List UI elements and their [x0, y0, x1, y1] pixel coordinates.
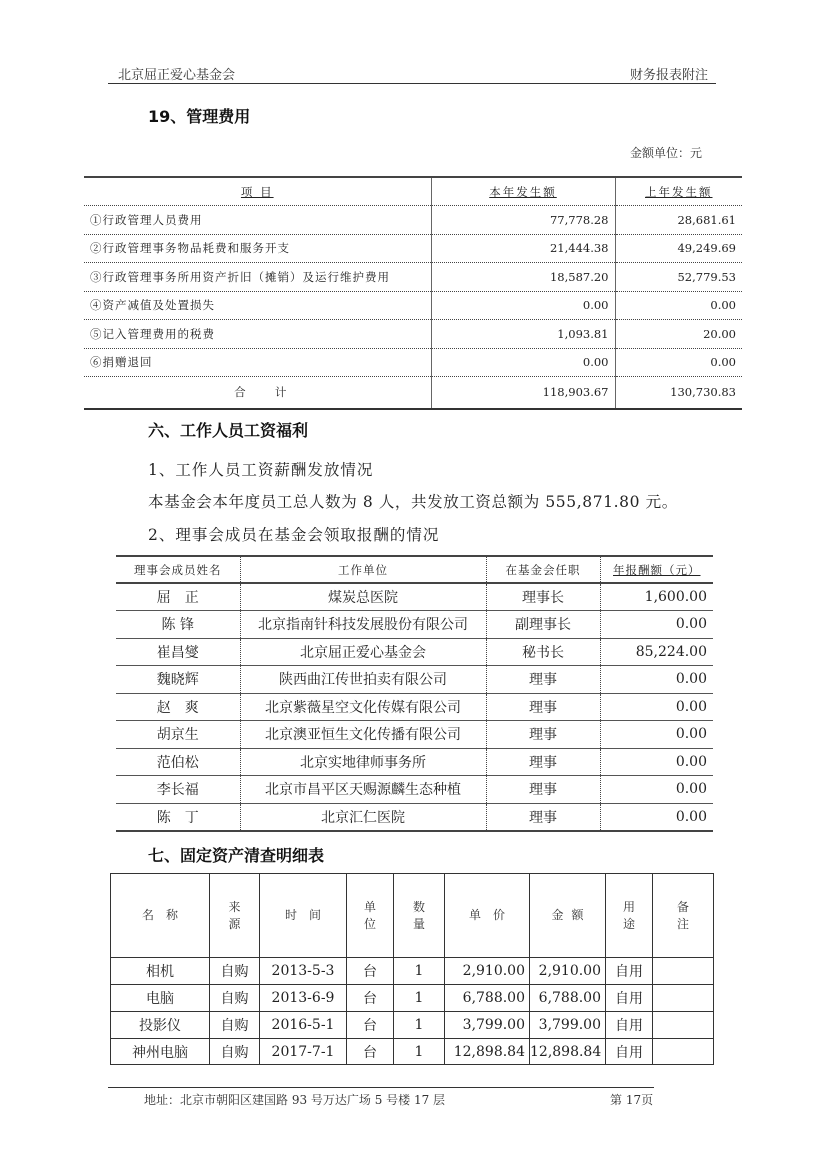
member-employer: 北京市昌平区天赐源麟生态种植 [240, 776, 486, 804]
col-header-source: 来源 [210, 874, 260, 958]
table-row [111, 985, 714, 1012]
asset-remark [653, 1012, 714, 1039]
asset-remark [653, 1039, 714, 1065]
prior-year-amount: 28,681.61 [615, 206, 742, 235]
total-row [84, 377, 742, 409]
member-position: 副理事长 [486, 611, 600, 639]
member-annual-pay: 0.00 [600, 611, 713, 639]
col-header-name: 名称 [111, 874, 210, 958]
board-compensation-table [116, 555, 713, 832]
prior-year-amount: 49,249.69 [615, 234, 742, 263]
member-employer: 北京汇仁医院 [240, 803, 486, 831]
member-position: 理事 [486, 776, 600, 804]
member-annual-pay: 0.00 [600, 721, 713, 749]
member-name: 陈 锋 [116, 611, 240, 639]
col-header-amount: 金额 [530, 874, 606, 958]
subsection-1-title: 1、工作人员工资薪酬发放情况 [148, 461, 374, 479]
asset-source: 自购 [210, 958, 260, 985]
amount-unit-label: 金额单位：元 [630, 146, 703, 160]
asset-unit: 台 [347, 958, 394, 985]
header-org-name: 北京屈正爱心基金会 [118, 68, 236, 83]
asset-name: 电脑 [111, 985, 210, 1012]
member-name: 赵 爽 [116, 693, 240, 721]
col-header-quantity: 数量 [394, 874, 445, 958]
current-year-amount: 18,587.20 [431, 263, 615, 292]
asset-amount: 3,799.00 [530, 1012, 606, 1039]
prior-year-amount: 52,779.53 [615, 263, 742, 292]
col-header-date: 时间 [260, 874, 347, 958]
member-employer: 北京指南针科技发展股份有限公司 [240, 611, 486, 639]
member-name: 屈 正 [116, 583, 240, 611]
footer-divider [108, 1087, 654, 1088]
col-header-unit-price: 单价 [445, 874, 530, 958]
total-prior: 130,730.83 [615, 377, 742, 409]
asset-unit: 台 [347, 1039, 394, 1065]
expense-item: ②行政管理事务物品耗费和服务开支 [84, 234, 431, 263]
header-doc-title: 财务报表附注 [630, 68, 709, 83]
table-header-row [116, 556, 713, 583]
col-header-prior: 上年发生额 [615, 177, 742, 206]
asset-unit-price: 12,898.84 [445, 1039, 530, 1065]
member-position: 理事 [486, 666, 600, 694]
footer-page-number: 第 17页 [610, 1093, 654, 1107]
member-name: 李长福 [116, 776, 240, 804]
member-annual-pay: 0.00 [600, 776, 713, 804]
asset-amount: 6,788.00 [530, 985, 606, 1012]
table-row [116, 721, 713, 749]
table-row [116, 748, 713, 776]
table-row [84, 348, 742, 377]
table-row [111, 1012, 714, 1039]
table-row [116, 776, 713, 804]
member-position: 理事 [486, 748, 600, 776]
current-year-amount: 1,093.81 [431, 320, 615, 349]
asset-unit: 台 [347, 1012, 394, 1039]
asset-source: 自购 [210, 985, 260, 1012]
table-row [84, 291, 742, 320]
member-position: 理事 [486, 721, 600, 749]
asset-unit-price: 2,910.00 [445, 958, 530, 985]
subsection-2-title: 2、理事会成员在基金会领取报酬的情况 [148, 526, 440, 544]
member-annual-pay: 85,224.00 [600, 638, 713, 666]
member-annual-pay: 0.00 [600, 693, 713, 721]
table-row [116, 611, 713, 639]
col-header-position: 在基金会任职 [486, 556, 600, 583]
table-header-row [111, 874, 714, 958]
asset-date: 2013-6-9 [260, 985, 347, 1012]
member-name: 范伯松 [116, 748, 240, 776]
table-row [116, 583, 713, 611]
asset-use: 自用 [606, 1012, 653, 1039]
table-header-row [84, 177, 742, 206]
asset-amount: 12,898.84 [530, 1039, 606, 1065]
member-employer: 煤炭总医院 [240, 583, 486, 611]
col-header-item: 项 目 [84, 177, 431, 206]
expense-item: ④资产减值及处置损失 [84, 291, 431, 320]
current-year-amount: 77,778.28 [431, 206, 615, 235]
col-header-unit: 单位 [347, 874, 394, 958]
table-row [116, 693, 713, 721]
prior-year-amount: 20.00 [615, 320, 742, 349]
fixed-asset-table [110, 873, 714, 1065]
expense-item: ①行政管理人员费用 [84, 206, 431, 235]
col-header-remark: 备注 [653, 874, 714, 958]
member-employer: 陕西曲江传世拍卖有限公司 [240, 666, 486, 694]
member-employer: 北京屈正爱心基金会 [240, 638, 486, 666]
member-annual-pay: 0.00 [600, 803, 713, 831]
member-annual-pay: 1,600.00 [600, 583, 713, 611]
asset-unit: 台 [347, 985, 394, 1012]
staff-salary-paragraph: 本基金会本年度员工总人数为 8 人，共发放工资总额为 555,871.80 元。 [148, 493, 678, 511]
asset-quantity: 1 [394, 958, 445, 985]
col-header-employer: 工作单位 [240, 556, 486, 583]
table-row [116, 803, 713, 831]
current-year-amount: 0.00 [431, 348, 615, 377]
table-row [84, 320, 742, 349]
asset-use: 自用 [606, 1039, 653, 1065]
asset-name: 投影仪 [111, 1012, 210, 1039]
table-row [84, 263, 742, 292]
col-header-use: 用途 [606, 874, 653, 958]
footer-address: 地址：北京市朝阳区建国路 93 号万达广场 5 号楼 17 层 [144, 1093, 446, 1107]
member-employer: 北京澳亚恒生文化传播有限公司 [240, 721, 486, 749]
asset-quantity: 1 [394, 1039, 445, 1065]
asset-source: 自购 [210, 1039, 260, 1065]
table-row [116, 666, 713, 694]
member-position: 理事 [486, 803, 600, 831]
member-annual-pay: 0.00 [600, 748, 713, 776]
table-row [84, 206, 742, 235]
total-label: 合 计 [84, 377, 431, 409]
table-row [111, 958, 714, 985]
member-employer: 北京紫薇星空文化传媒有限公司 [240, 693, 486, 721]
asset-unit-price: 6,788.00 [445, 985, 530, 1012]
asset-remark [653, 985, 714, 1012]
member-employer: 北京实地律师事务所 [240, 748, 486, 776]
col-header-current: 本年发生额 [431, 177, 615, 206]
col-header-member-name: 理事会成员姓名 [116, 556, 240, 583]
asset-source: 自购 [210, 1012, 260, 1039]
asset-amount: 2,910.00 [530, 958, 606, 985]
asset-name: 神州电脑 [111, 1039, 210, 1065]
asset-remark [653, 958, 714, 985]
member-position: 秘书长 [486, 638, 600, 666]
current-year-amount: 0.00 [431, 291, 615, 320]
table-row [116, 638, 713, 666]
header-divider [108, 83, 716, 84]
total-current: 118,903.67 [431, 377, 615, 409]
asset-unit-price: 3,799.00 [445, 1012, 530, 1039]
section-19-title: 19、管理费用 [148, 107, 251, 126]
member-position: 理事长 [486, 583, 600, 611]
expense-item: ③行政管理事务所用资产折旧（摊销）及运行维护费用 [84, 263, 431, 292]
asset-date: 2017-7-1 [260, 1039, 347, 1065]
asset-name: 相机 [111, 958, 210, 985]
table-row [84, 234, 742, 263]
member-name: 陈 丁 [116, 803, 240, 831]
asset-use: 自用 [606, 985, 653, 1012]
prior-year-amount: 0.00 [615, 291, 742, 320]
asset-use: 自用 [606, 958, 653, 985]
current-year-amount: 21,444.38 [431, 234, 615, 263]
asset-quantity: 1 [394, 1012, 445, 1039]
expense-item: ⑥捐赠退回 [84, 348, 431, 377]
asset-date: 2013-5-3 [260, 958, 347, 985]
col-header-annual-pay: 年报酬额（元） [600, 556, 713, 583]
asset-quantity: 1 [394, 985, 445, 1012]
asset-date: 2016-5-1 [260, 1012, 347, 1039]
member-name: 魏晓辉 [116, 666, 240, 694]
member-position: 理事 [486, 693, 600, 721]
member-name: 胡京生 [116, 721, 240, 749]
section-7-title: 七、固定资产清查明细表 [148, 846, 325, 865]
section-6-title: 六、工作人员工资福利 [148, 421, 309, 440]
expense-item: ⑤记入管理费用的税费 [84, 320, 431, 349]
member-annual-pay: 0.00 [600, 666, 713, 694]
prior-year-amount: 0.00 [615, 348, 742, 377]
admin-expense-table [84, 176, 742, 410]
table-row [111, 1039, 714, 1065]
member-name: 崔昌燮 [116, 638, 240, 666]
